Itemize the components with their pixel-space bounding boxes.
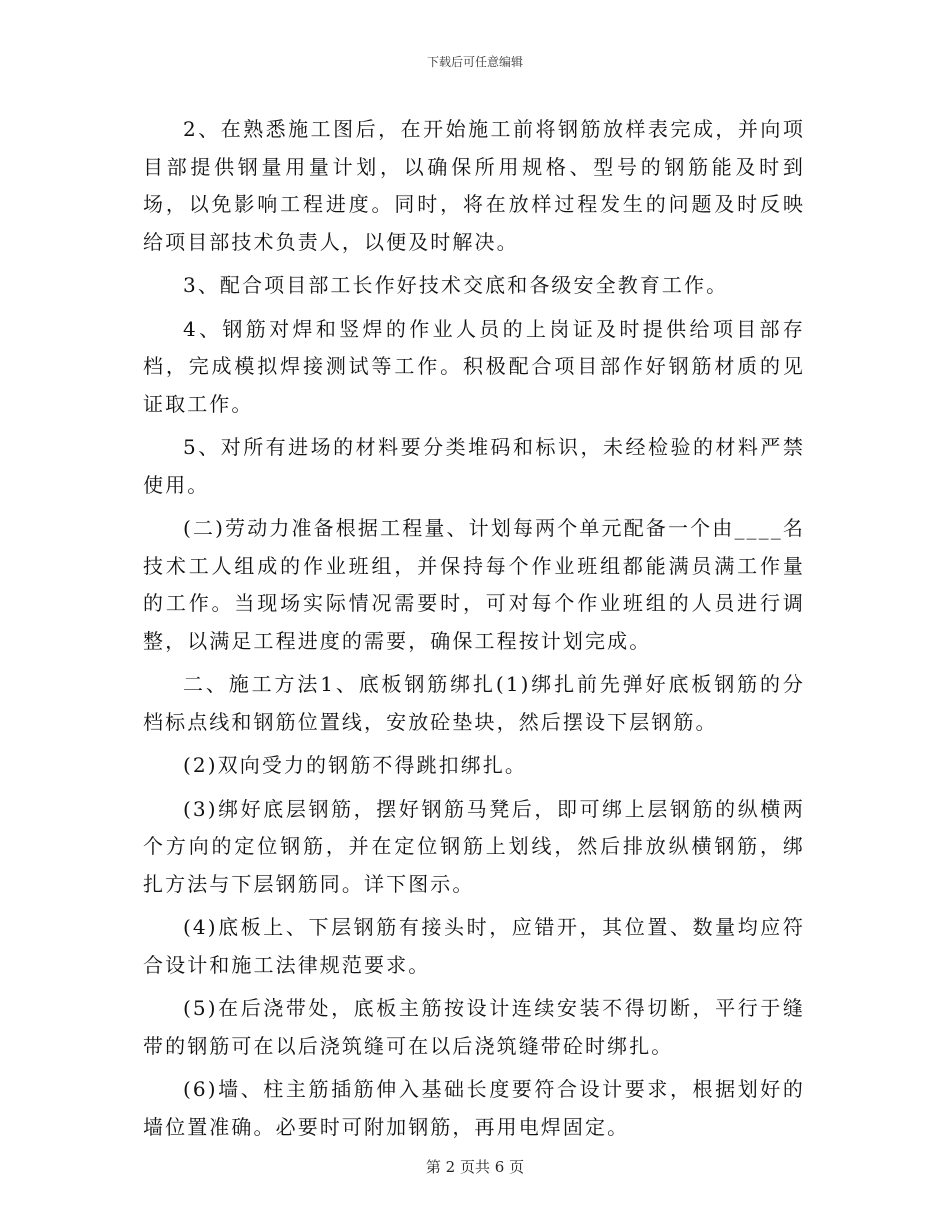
paragraph: (二)劳动力准备根据工程量、计划每两个单元配备一个由____名技术工人组成的作业班组，并保持每个作业班组都能满员满工作量的工作。当现场实际情况需要时，可对每个作业班组的人员进行调整，以满足工程进度的需要，确保工程按计划完成。 — [143, 516, 805, 653]
paragraph: (6)墙、柱主筋插筋伸入基础长度要符合设计要求，根据划好的墙位置准确。必要时可附加钢筋，再用电焊固定。 — [143, 1077, 805, 1139]
paragraph: (4)底板上、下层钢筋有接头时，应错开，其位置、数量均应符合设计和施工法律规范要求。 — [143, 915, 805, 977]
paragraph: (3)绑好底层钢筋，摆好钢筋马凳后，即可绑上层钢筋的纵横两个方向的定位钢筋，并在定位钢筋上划线，然后排放纵横钢筋，绑扎方法与下层钢筋同。详下图示。 — [143, 796, 805, 896]
paragraph: 4、钢筋对焊和竖焊的作业人员的上岗证及时提供给项目部存档，完成模拟焊接测试等工作。积极配合项目部作好钢筋材质的见证取工作。 — [143, 316, 805, 416]
paragraph: 5、对所有进场的材料要分类堆码和标识，未经检验的材料严禁使用。 — [143, 435, 805, 497]
page-footer: 第 2 页共 6 页 — [425, 1158, 525, 1176]
paragraph: (5)在后浇带处，底板主筋按设计连续安装不得切断，平行于缝带的钢筋可在以后浇筑缝可在以后浇筑缝带砼时绑扎。 — [143, 996, 805, 1058]
paragraph: 2、在熟悉施工图后，在开始施工前将钢筋放样表完成，并向项目部提供钢量用量计划，以确保所用规格、型号的钢筋能及时到场，以免影响工程进度。同时，将在放样过程发生的问题及时反映给项目部技术负责人，以便及时解决。 — [143, 117, 805, 254]
paragraph: 二、施工方法1、底板钢筋绑扎(1)绑扎前先弹好底板钢筋的分档标点线和钢筋位置线，安放砼垫块，然后摆设下层钢筋。 — [143, 672, 805, 734]
document-body — [143, 111, 805, 1152]
paragraph: 3、配合项目部工长作好技术交底和各级安全教育工作。 — [183, 273, 729, 297]
paragraph: (2)双向受力的钢筋不得跳扣绑扎。 — [183, 753, 528, 777]
page-header: 下载后可任意编辑 — [426, 55, 523, 69]
